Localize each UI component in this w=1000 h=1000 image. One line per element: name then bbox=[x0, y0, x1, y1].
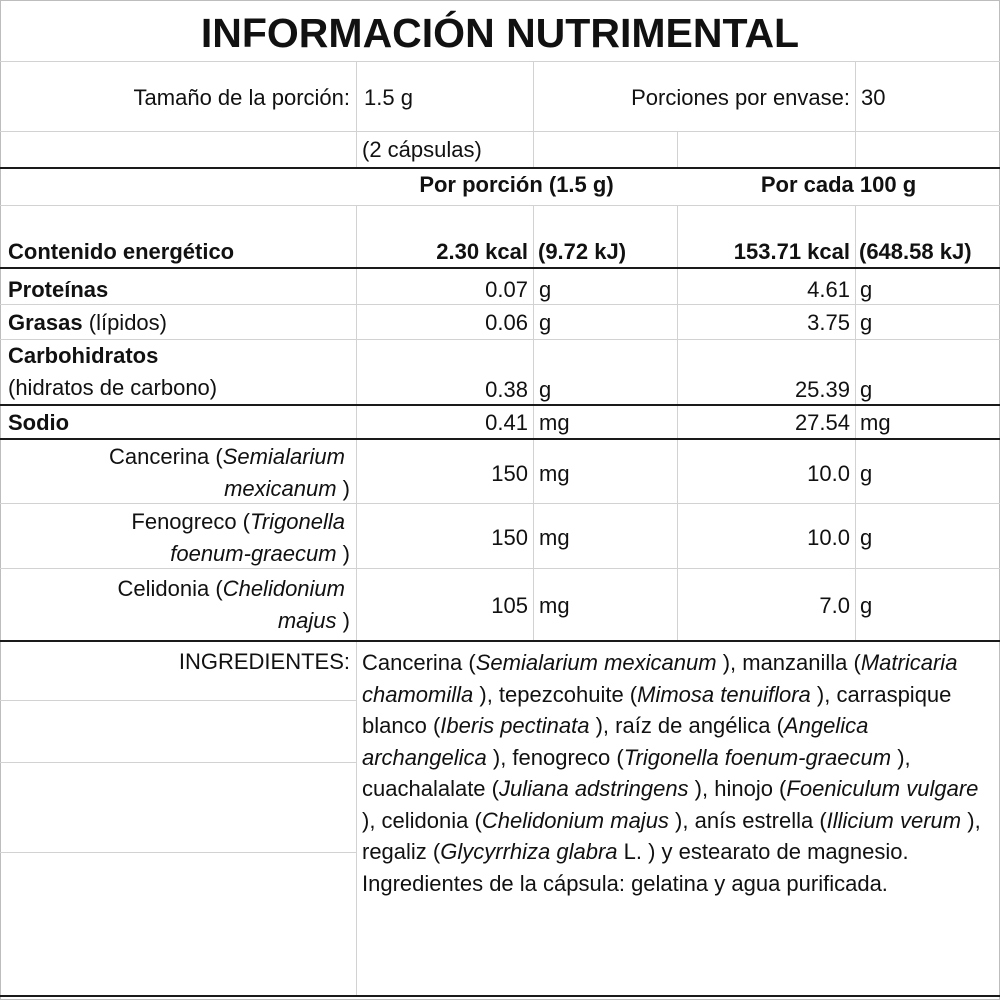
herb-celidonia-serving: 105 bbox=[491, 593, 528, 618]
ingredient-scientific-name: Semialarium mexicanum bbox=[475, 650, 717, 675]
separator bbox=[0, 404, 1000, 406]
ingredients-label: INGREDIENTES: bbox=[178, 649, 350, 674]
herb-fenogreco-serving-unit: mg bbox=[539, 525, 570, 550]
herb-fenogreco-sci-2: foenum-graecum bbox=[170, 541, 337, 566]
ingredient-scientific-name: Trigonella foenum-graecum bbox=[623, 744, 892, 770]
separator bbox=[0, 167, 1000, 169]
fat-label: Grasas bbox=[8, 310, 83, 335]
ingredient-text: ), tepezcohuite ( bbox=[473, 681, 638, 707]
ingredients-text bbox=[362, 647, 992, 899]
ingredient-scientific-name: Illicium verum bbox=[826, 807, 962, 833]
herb-fenogreco-per100-unit: g bbox=[860, 525, 873, 550]
herb-cancerina-serving-unit: mg bbox=[539, 461, 570, 486]
grid-line bbox=[677, 131, 678, 169]
ingredient-text: ), regaliz ( bbox=[362, 807, 981, 864]
protein-serving: 0.07 bbox=[485, 277, 528, 302]
protein-label: Proteínas bbox=[8, 277, 109, 302]
grid-line bbox=[533, 205, 534, 642]
energy-per100-kj: (648.58 kJ) bbox=[859, 239, 972, 264]
ingredient-text: ), carraspique blanco ( bbox=[362, 681, 952, 738]
ingredient-text: ), raíz de angélica ( bbox=[589, 713, 784, 738]
ingredient-text: ), manzanilla ( bbox=[716, 650, 861, 675]
separator bbox=[0, 267, 1000, 269]
energy-serving-kj: (9.72 kJ) bbox=[538, 239, 627, 264]
carbs-serving: 0.38 bbox=[485, 377, 528, 402]
energy-serving-kcal: 2.30 kcal bbox=[436, 239, 528, 264]
herb-celidonia-sci-2: majus bbox=[277, 608, 337, 633]
separator bbox=[0, 995, 1000, 997]
herb-celidonia-label-line2 bbox=[0, 608, 350, 634]
herb-fenogreco-serving: 150 bbox=[491, 525, 528, 550]
grid-line bbox=[0, 700, 356, 701]
herb-celidonia-close: ) bbox=[336, 608, 350, 633]
energy-per100-kcal: 153.71 kcal bbox=[733, 239, 850, 264]
herb-celidonia-label-line1 bbox=[0, 576, 345, 602]
fat-serving-unit: g bbox=[539, 310, 552, 335]
sodium-serving: 0.41 bbox=[485, 410, 528, 435]
ingredient-text: ), cuachalalate ( bbox=[362, 744, 911, 801]
ingredient-scientific-name: Angelica archangelica bbox=[362, 713, 869, 770]
carbs-label-note: (hidratos de carbono) bbox=[8, 375, 218, 400]
herb-celidonia-serving-unit: mg bbox=[539, 593, 570, 618]
ingredient-text: L. ) y estearato de magnesio. Ingredientes de la cápsula: gelatina y agua purificada. bbox=[362, 839, 909, 896]
fat-per100: 3.75 bbox=[807, 310, 850, 335]
protein-per100-unit: g bbox=[860, 277, 873, 302]
ingredient-text: ), hinojo ( bbox=[688, 776, 787, 801]
ingredient-text: Cancerina ( bbox=[362, 650, 476, 675]
ingredient-text: ), fenogreco ( bbox=[486, 744, 624, 770]
ingredient-text: ), anís estrella ( bbox=[668, 807, 827, 833]
grid-line bbox=[0, 339, 1000, 340]
ingredient-scientific-name: Matricaria chamomilla bbox=[362, 650, 958, 707]
page-title: INFORMACIÓN NUTRIMENTAL bbox=[200, 10, 800, 56]
carbs-label: Carbohidratos bbox=[8, 343, 159, 368]
herb-celidonia-sci-1: Chelidonium bbox=[222, 576, 345, 601]
herb-cancerina-per100-unit: g bbox=[860, 461, 873, 486]
servings-per-container-label: Porciones por envase: bbox=[631, 85, 850, 110]
serving-size-value: 1.5 g bbox=[364, 85, 413, 110]
grid-line bbox=[855, 61, 856, 169]
ingredient-scientific-name: Mimosa tenuiflora bbox=[637, 681, 811, 707]
herb-cancerina-close: ) bbox=[336, 476, 350, 501]
herb-cancerina-label-line1 bbox=[0, 444, 345, 470]
grid-line bbox=[356, 61, 357, 169]
ingredient-scientific-name: Iberis pectinata bbox=[440, 713, 590, 738]
grid-line bbox=[0, 762, 356, 763]
herb-cancerina-label-line2 bbox=[0, 476, 350, 502]
carbs-per100-unit: g bbox=[860, 377, 873, 402]
protein-serving-unit: g bbox=[539, 277, 552, 302]
separator bbox=[0, 640, 1000, 642]
servings-per-container-value: 30 bbox=[861, 85, 886, 110]
carbs-per100: 25.39 bbox=[794, 377, 850, 402]
grid-line bbox=[0, 304, 1000, 305]
separator bbox=[0, 438, 1000, 440]
serving-size-note: (2 cápsulas) bbox=[362, 137, 482, 162]
herb-cancerina-sci-2: mexicanum bbox=[224, 476, 337, 501]
ingredient-scientific-name: Glycyrrhiza glabra bbox=[440, 839, 618, 864]
column-header-per-serving: Por porción (1.5 g) bbox=[419, 172, 614, 197]
fat-serving: 0.06 bbox=[485, 310, 528, 335]
grid-line bbox=[855, 205, 856, 642]
herb-fenogreco-label-line1 bbox=[0, 509, 345, 535]
grid-line bbox=[0, 568, 1000, 569]
sodium-per100: 27.54 bbox=[794, 410, 850, 435]
carbs-serving-unit: g bbox=[539, 377, 552, 402]
herb-fenogreco-per100: 10.0 bbox=[807, 525, 850, 550]
herb-cancerina-name: Cancerina ( bbox=[109, 444, 223, 469]
ingredient-scientific-name: Foeniculum vulgare bbox=[786, 776, 979, 801]
grid-line bbox=[0, 61, 1000, 62]
herb-fenogreco-sci-1: Trigonella bbox=[250, 509, 345, 534]
sodium-serving-unit: mg bbox=[539, 410, 570, 435]
column-header-per-100g: Por cada 100 g bbox=[760, 172, 917, 197]
herb-cancerina-per100: 10.0 bbox=[807, 461, 850, 486]
herb-cancerina-serving: 150 bbox=[491, 461, 528, 486]
fat-label-row bbox=[8, 310, 167, 336]
grid-line bbox=[0, 503, 1000, 504]
grid-line bbox=[0, 131, 1000, 132]
sodium-label: Sodio bbox=[8, 410, 70, 435]
herb-fenogreco-label-line2 bbox=[0, 541, 350, 567]
energy-label: Contenido energético bbox=[8, 239, 235, 264]
serving-size-label: Tamaño de la porción: bbox=[133, 85, 350, 110]
grid-line bbox=[533, 61, 534, 169]
grid-line bbox=[0, 852, 356, 853]
sodium-per100-unit: mg bbox=[860, 410, 891, 435]
fat-per100-unit: g bbox=[860, 310, 873, 335]
herb-celidonia-name: Celidonia ( bbox=[117, 576, 223, 601]
ingredient-text: ), celidonia ( bbox=[362, 807, 482, 833]
protein-per100: 4.61 bbox=[807, 277, 850, 302]
ingredient-scientific-name: Chelidonium majus bbox=[481, 807, 669, 833]
herb-celidonia-per100-unit: g bbox=[860, 593, 873, 618]
fat-label-note: (lípidos) bbox=[88, 310, 167, 335]
herb-cancerina-sci-1: Semialarium bbox=[222, 444, 345, 469]
grid-line bbox=[0, 205, 1000, 206]
herb-fenogreco-close: ) bbox=[336, 541, 350, 566]
ingredient-scientific-name: Juliana adstringens bbox=[498, 776, 689, 801]
herb-fenogreco-name: Fenogreco ( bbox=[131, 509, 251, 534]
herb-celidonia-per100: 7.0 bbox=[819, 593, 850, 618]
